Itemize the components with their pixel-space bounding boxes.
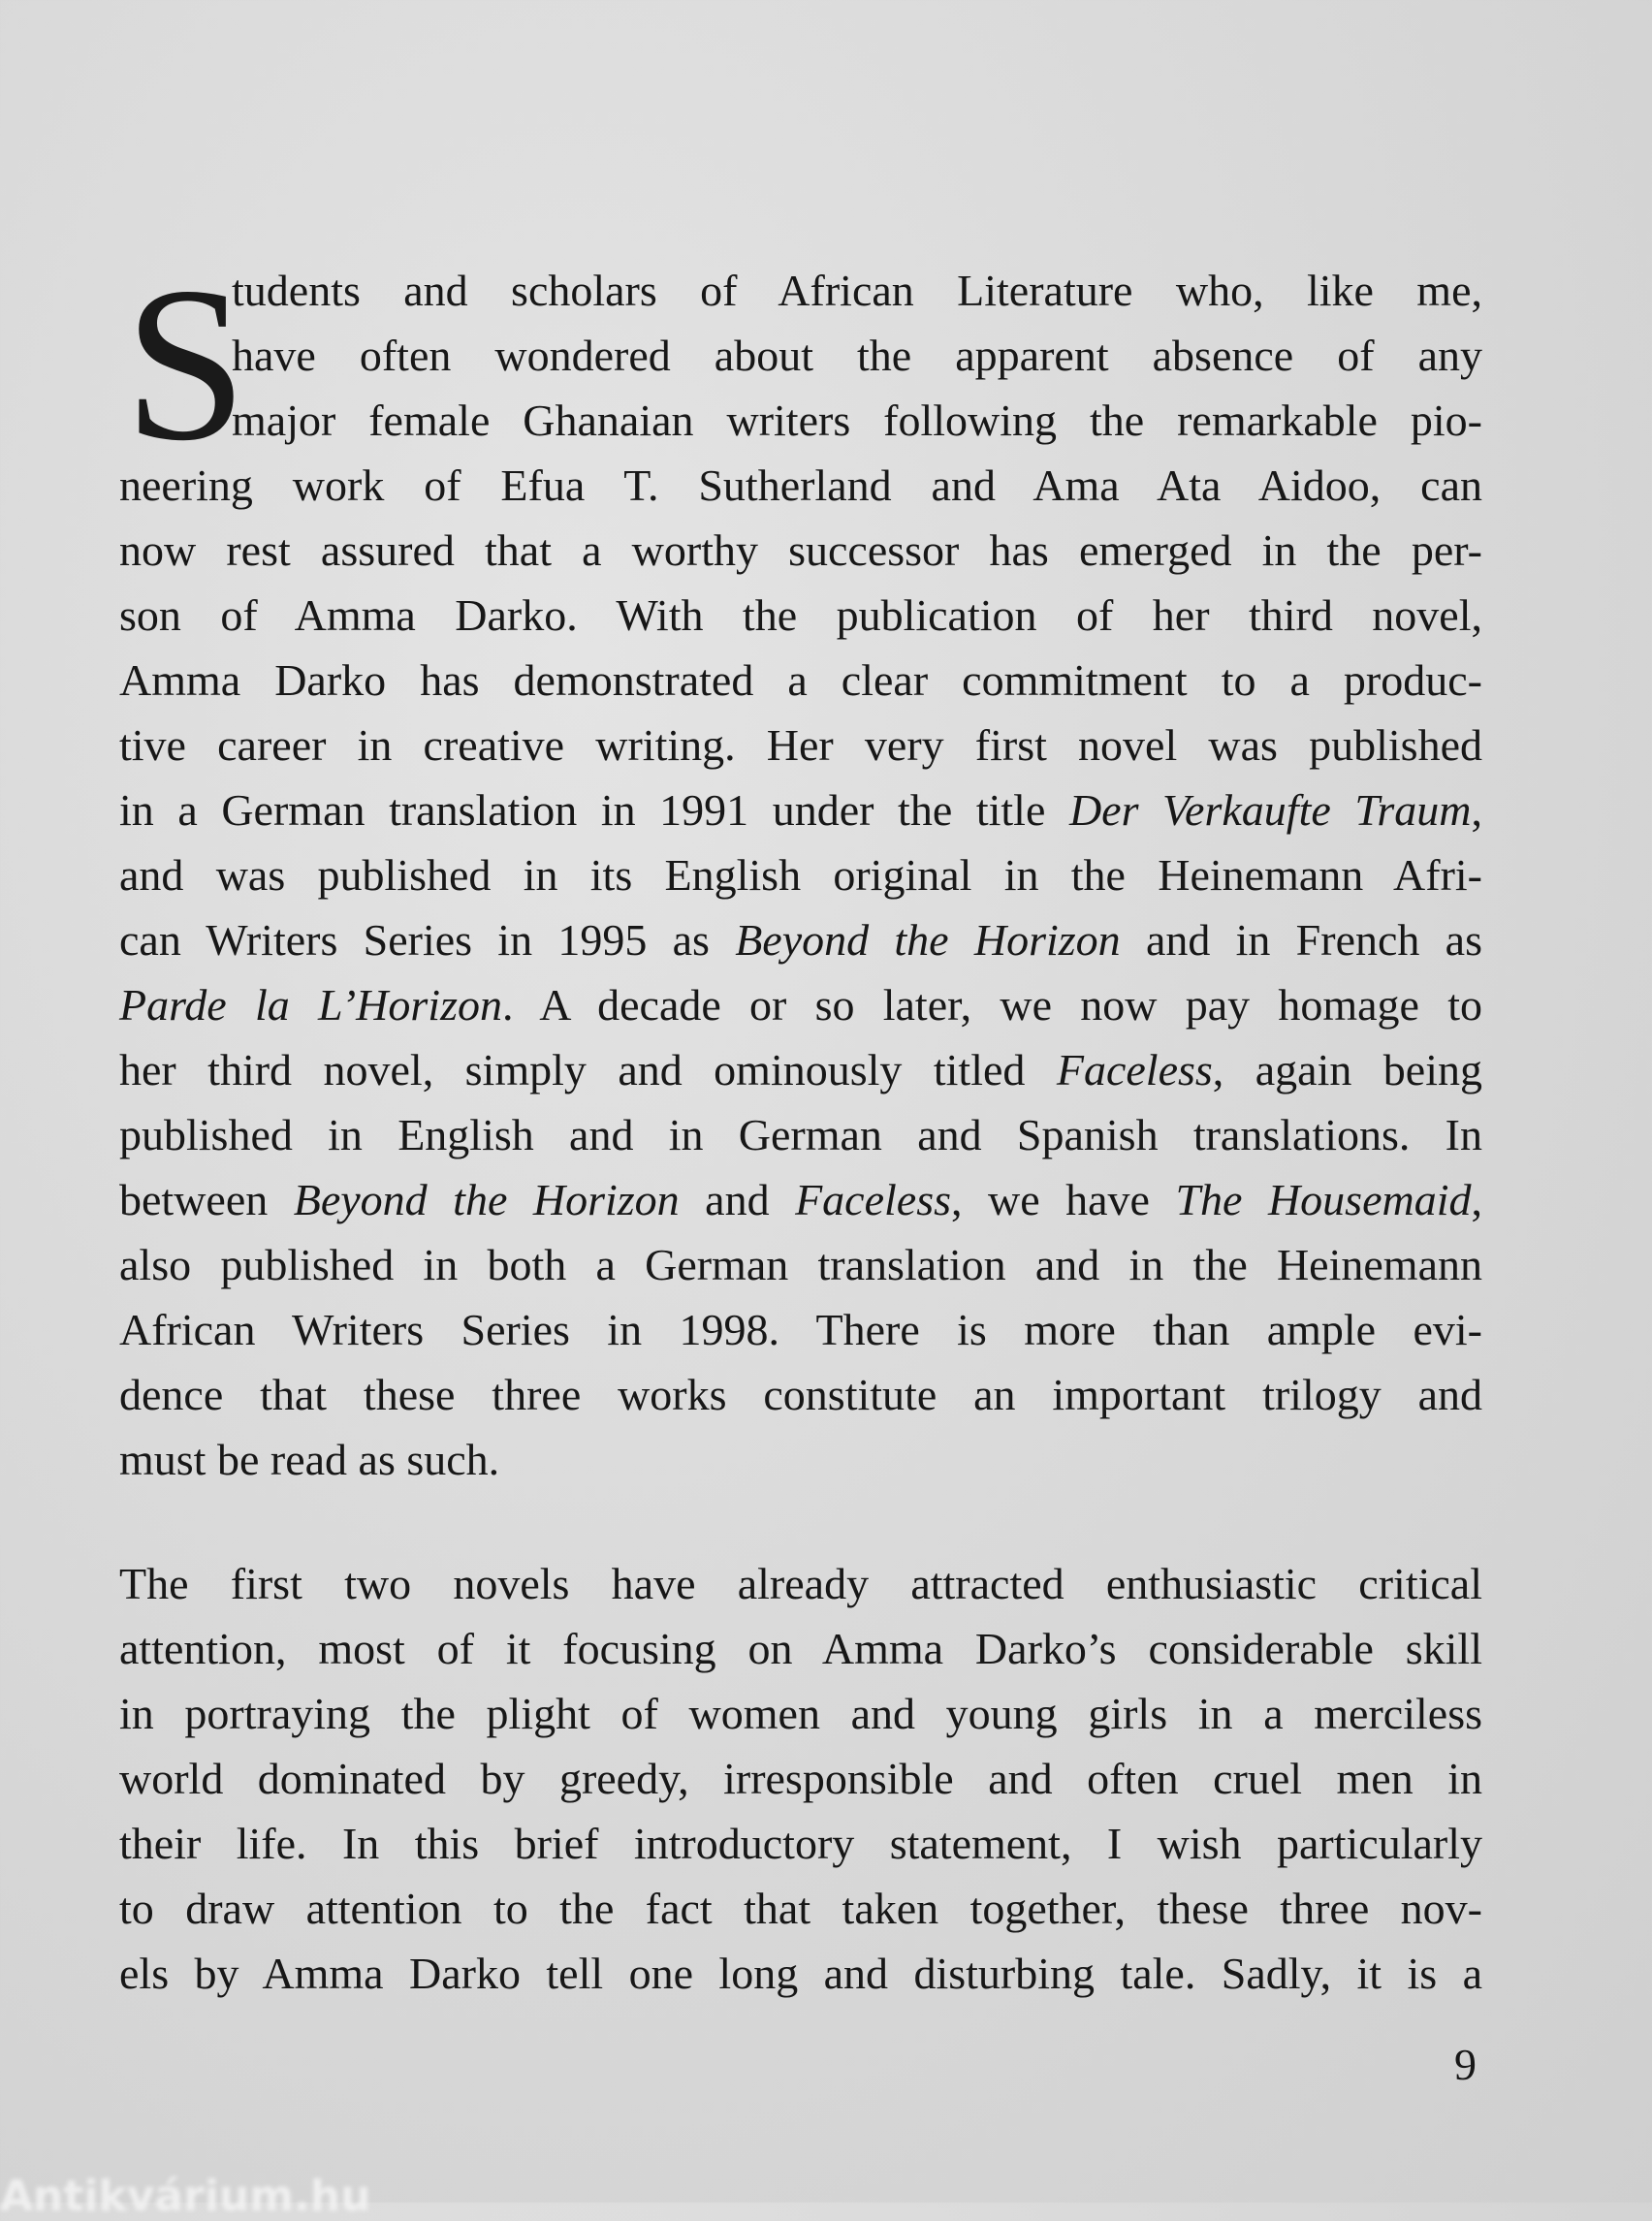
text-line	[232, 388, 1482, 453]
text-segment: between	[119, 1175, 294, 1224]
text-segment: dence that these three works constitute an important trilogy and	[119, 1370, 1482, 1419]
text-line	[119, 713, 1482, 777]
text-segment: tive career in creative writing. Her very first novel was published	[119, 720, 1482, 770]
text-segment: . A decade or so later, we now pay homage to	[501, 980, 1482, 1030]
text-line	[119, 972, 1482, 1037]
text-segment: major female Ghanaian writers following the remarkable pio-	[232, 396, 1482, 445]
text-line	[119, 777, 1482, 842]
text-segment: must be read as such.	[119, 1435, 500, 1484]
text-segment: neering work of Efua T. Sutherland and Ama Ata Aidoo, can	[119, 460, 1482, 510]
text-line	[119, 1551, 1482, 1616]
italic-title: Parde la L’Horizon	[119, 980, 502, 1030]
text-line	[119, 1876, 1482, 1941]
text-line	[119, 1746, 1482, 1811]
text-segment: in portraying the plight of women and young girls in a merciless	[119, 1689, 1482, 1738]
italic-title: The Housemaid	[1175, 1175, 1472, 1224]
italic-title: Beyond the Horizon	[735, 915, 1121, 965]
text-segment: els by Amma Darko tell one long and disturbing tale. Sadly, it is a	[119, 1949, 1482, 1998]
text-line	[119, 453, 1482, 518]
italic-title: Faceless	[1056, 1045, 1213, 1095]
text-segment: and in French as	[1120, 915, 1482, 965]
paragraph-2	[119, 1551, 1482, 2006]
text-segment: world dominated by greedy, irresponsible and often cruel men in	[119, 1754, 1482, 1803]
text-line	[119, 907, 1482, 972]
watermark: Antikvárium.hu	[0, 2172, 371, 2221]
text-segment: and	[679, 1175, 796, 1224]
text-line	[119, 1681, 1482, 1746]
text-segment: have often wondered about the apparent absence of any	[232, 331, 1482, 380]
text-line	[119, 1167, 1482, 1232]
text-segment: can Writers Series in 1995 as	[119, 915, 736, 965]
text-segment: , we have	[951, 1175, 1176, 1224]
text-segment: The first two novels have already attracted enthusiastic critical	[119, 1559, 1482, 1608]
text-line	[232, 323, 1482, 388]
text-line	[119, 1037, 1482, 1102]
text-segment: ,	[1471, 1175, 1482, 1224]
page-number: 9	[1454, 2040, 1477, 2089]
text-line	[119, 648, 1482, 713]
text-line	[119, 1102, 1482, 1167]
text-segment: attention, most of it focusing on Amma Darko’s considerable skill	[119, 1624, 1482, 1673]
text-line	[119, 1616, 1482, 1681]
text-line	[119, 1427, 1482, 1492]
text-line	[119, 583, 1482, 648]
text-segment: son of Amma Darko. With the publication of her third novel,	[119, 590, 1482, 640]
text-segment: her third novel, simply and ominously titled	[119, 1045, 1057, 1095]
text-line	[232, 258, 1482, 323]
italic-title: Beyond the Horizon	[293, 1175, 680, 1224]
text-segment: to draw attention to the fact that taken together, these three nov-	[119, 1884, 1482, 1933]
text-line	[119, 518, 1482, 583]
text-line	[119, 1362, 1482, 1427]
text-segment: and was published in its English original in the Heinemann Afri-	[119, 850, 1482, 900]
text-line	[119, 842, 1482, 907]
text-segment: published in English and in German and Spanish translations. In	[119, 1110, 1482, 1159]
text-line	[119, 1232, 1482, 1297]
text-segment: , again being	[1212, 1045, 1482, 1095]
text-segment: in a German translation in 1991 under the title	[119, 785, 1069, 835]
text-line	[119, 1941, 1482, 2006]
paragraph-1	[119, 258, 1482, 1492]
italic-title: Faceless	[795, 1175, 952, 1224]
text-segment: ,	[1471, 785, 1482, 835]
italic-title: Der Verkaufte Traum	[1068, 785, 1472, 835]
text-segment: also published in both a German translation and in the Heinemann	[119, 1240, 1482, 1289]
text-segment: their life. In this brief introductory statement, I wish particularly	[119, 1819, 1482, 1868]
text-segment: tudents and scholars of African Literature who, like me,	[232, 266, 1482, 315]
text-line	[119, 1297, 1482, 1362]
text-segment: now rest assured that a worthy successor has emerged in the per-	[119, 525, 1482, 575]
drop-cap: S	[124, 242, 247, 487]
text-segment: African Writers Series in 1998. There is more than ample evi-	[119, 1305, 1482, 1354]
text-segment: Amma Darko has demonstrated a clear commitment to a produc-	[119, 655, 1482, 705]
text-line	[119, 1811, 1482, 1876]
